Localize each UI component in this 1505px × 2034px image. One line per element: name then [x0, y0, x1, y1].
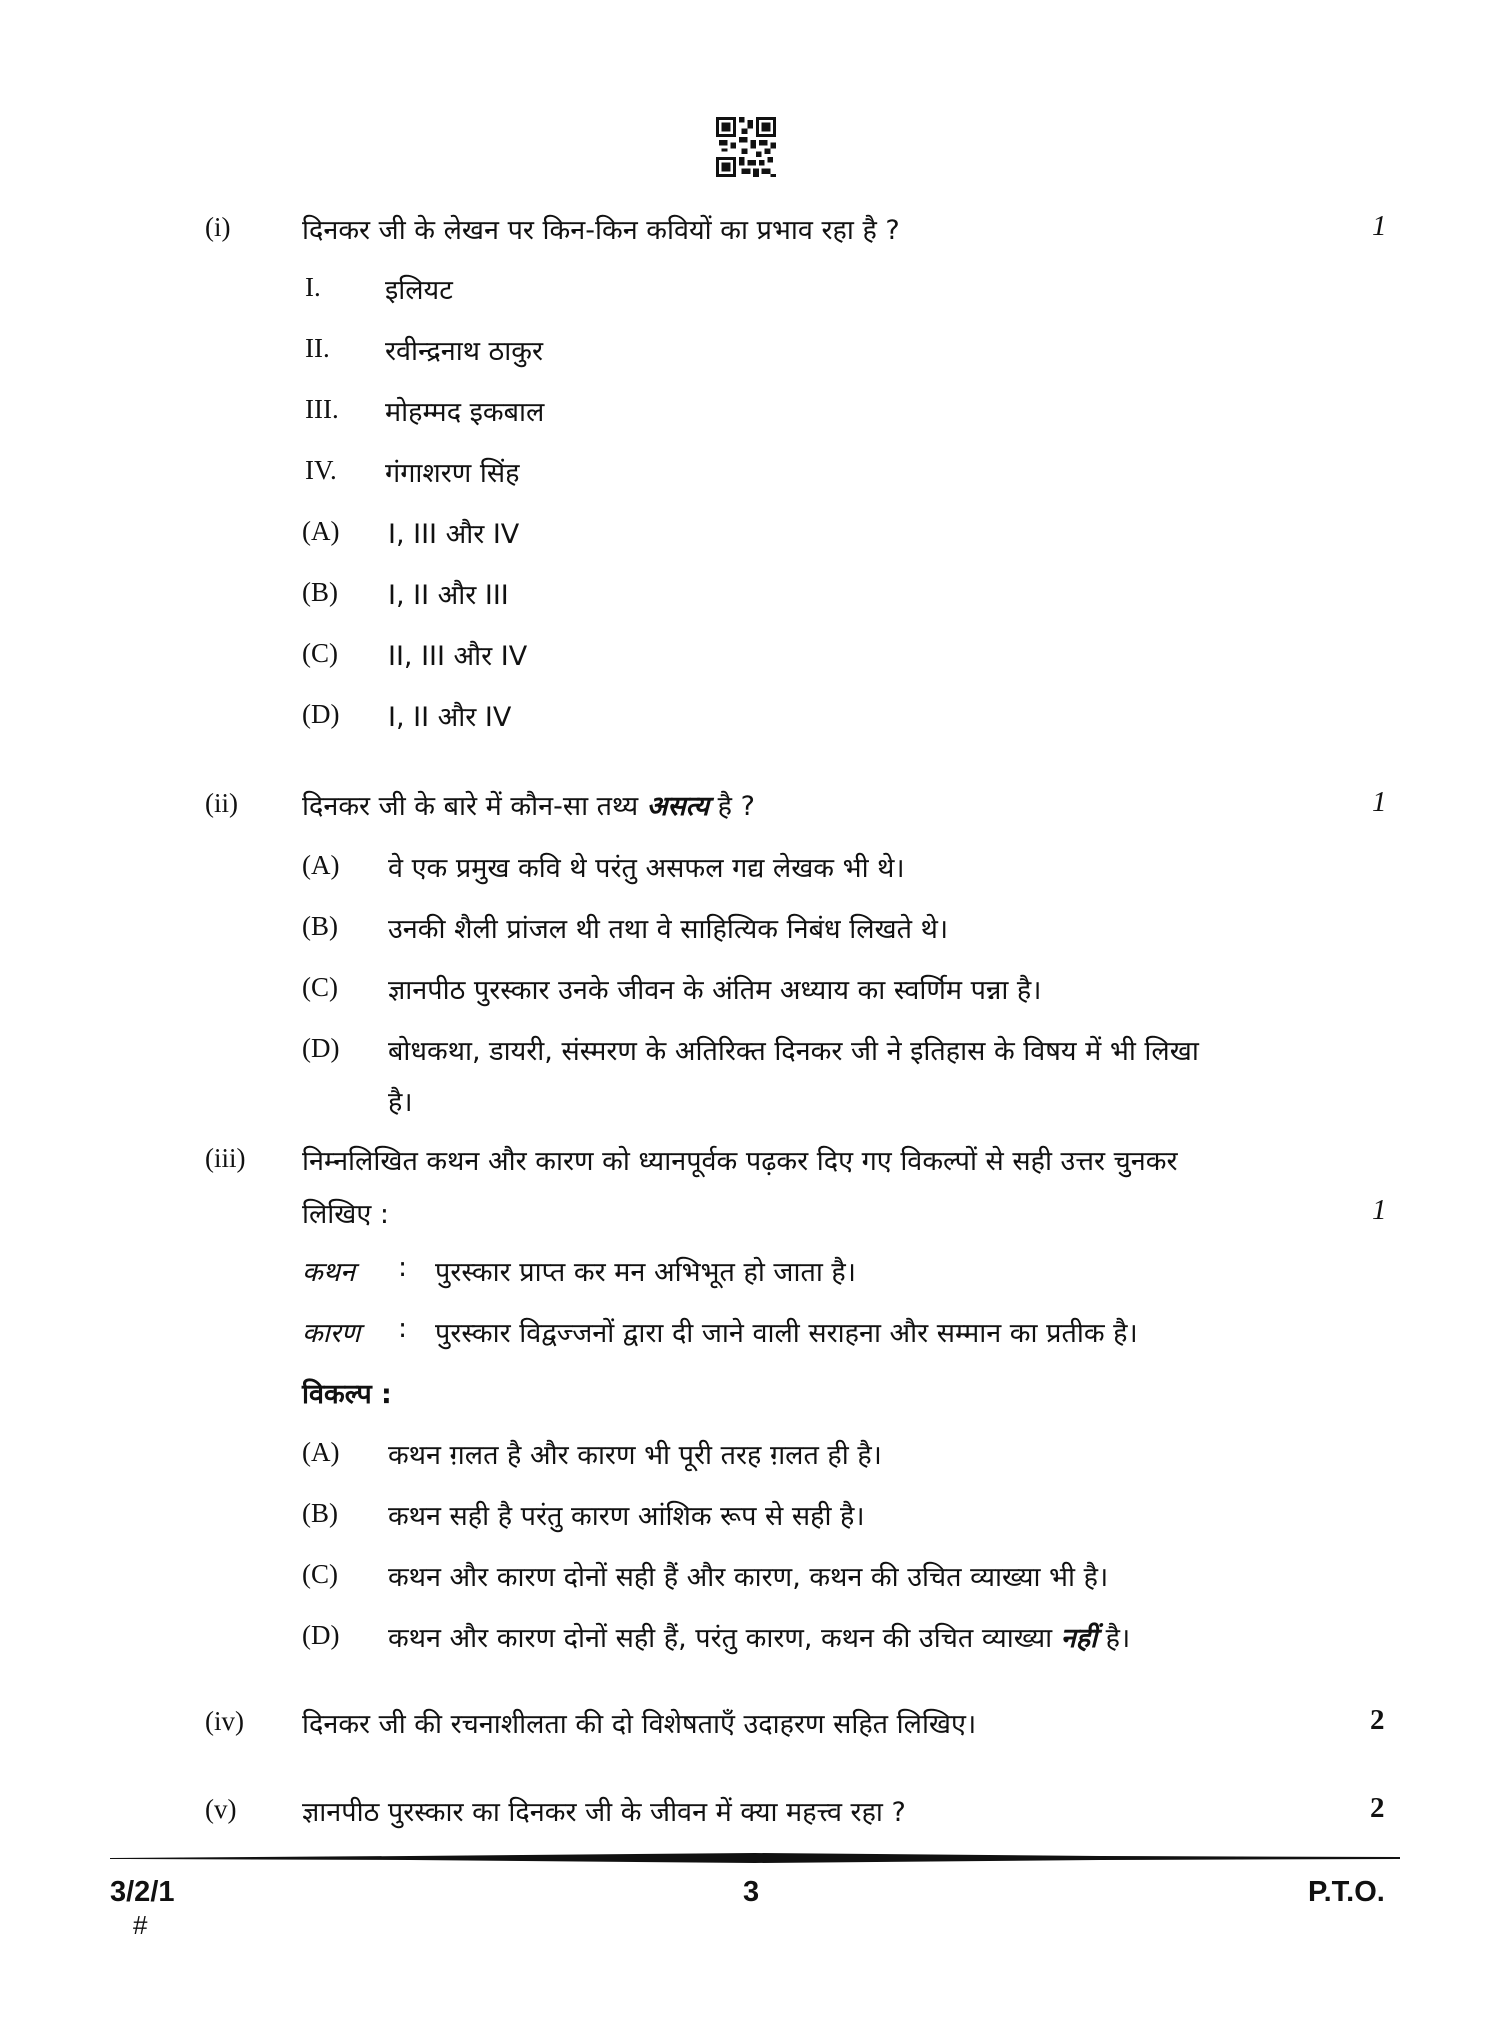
- emphasis-word: असत्य: [646, 791, 710, 822]
- option-text[interactable]: वे एक प्रमुख कवि थे परंतु असफल गद्य लेखक भी थे।: [388, 853, 905, 884]
- pto-label: P.T.O.: [1308, 1876, 1385, 1908]
- option-label: (A): [302, 516, 340, 546]
- hash-mark: #: [133, 1910, 148, 1940]
- reason-label: कारण: [302, 1318, 361, 1349]
- option-text[interactable]: I, II और IV: [388, 702, 512, 733]
- option-label: (D): [302, 1620, 340, 1650]
- question-text: ज्ञानपीठ पुरस्कार का दिनकर जी के जीवन में क्या महत्त्व रहा ?: [302, 1797, 906, 1828]
- item-text: रवीन्द्रनाथ ठाकुर: [385, 336, 544, 367]
- question-number: (ii): [205, 788, 238, 818]
- option-text[interactable]: कथन ग़लत है और कारण भी पूरी तरह ग़लत ही है।: [388, 1440, 882, 1471]
- colon: :: [398, 1313, 408, 1344]
- marks: 1: [1372, 210, 1387, 242]
- assertion-text: पुरस्कार प्राप्त कर मन अभिभूत हो जाता है।: [435, 1257, 856, 1288]
- assertion-label: कथन: [302, 1257, 355, 1288]
- question-number: (i): [205, 212, 231, 242]
- question-text: दिनकर जी की रचनाशीलता की दो विशेषताएँ उदाहरण सहित लिखिए।: [302, 1709, 977, 1740]
- marks: 2: [1370, 1792, 1385, 1824]
- question-number: (v): [205, 1794, 237, 1824]
- option-label: (B): [302, 577, 338, 607]
- option-label: (D): [302, 699, 340, 729]
- marks: 1: [1372, 786, 1387, 818]
- option-label: (B): [302, 911, 338, 941]
- item-number: III.: [305, 394, 339, 424]
- colon: :: [398, 1252, 408, 1283]
- item-text: इलियट: [385, 275, 453, 306]
- option-text[interactable]: कथन और कारण दोनों सही हैं, परंतु कारण, कथन की उचित व्याख्या नहीं है।: [388, 1623, 1131, 1654]
- option-label: (B): [302, 1498, 338, 1528]
- option-text[interactable]: I, III और IV: [388, 519, 520, 550]
- option-text[interactable]: कथन सही है परंतु कारण आंशिक रूप से सही है।: [388, 1501, 865, 1532]
- item-text: गंगाशरण सिंह: [385, 458, 520, 489]
- option-label: (C): [302, 972, 338, 1002]
- marks: 2: [1370, 1704, 1385, 1736]
- question-text: निम्नलिखित कथन और कारण को ध्यानपूर्वक पढ़कर दिए गए विकल्पों से सही उत्तर चुनकर: [302, 1146, 1178, 1177]
- question-text: दिनकर जी के लेखन पर किन-किन कवियों का प्रभाव रहा है ?: [302, 215, 900, 246]
- option-text[interactable]: उनकी शैली प्रांजल थी तथा वे साहित्यिक निबंध लिखते थे।: [388, 914, 949, 945]
- option-text[interactable]: ज्ञानपीठ पुरस्कार उनके जीवन के अंतिम अध्याय का स्वर्णिम पन्ना है।: [388, 975, 1042, 1006]
- option-label: (D): [302, 1033, 340, 1063]
- question-text-line2: लिखिए :: [302, 1199, 389, 1230]
- item-text: मोहम्मद इकबाल: [385, 397, 545, 428]
- marks: 1: [1372, 1194, 1387, 1226]
- option-label: (C): [302, 638, 338, 668]
- option-label: (A): [302, 1437, 340, 1467]
- options-heading: विकल्प :: [302, 1379, 392, 1410]
- option-text[interactable]: II, III और IV: [388, 641, 528, 672]
- option-label: (A): [302, 850, 340, 880]
- question-number: (iii): [205, 1143, 246, 1173]
- item-number: I.: [305, 272, 321, 302]
- reason-text: पुरस्कार विद्वज्जनों द्वारा दी जाने वाली सराहना और सम्मान का प्रतीक है।: [435, 1318, 1138, 1349]
- emphasis-word: नहीं: [1060, 1623, 1098, 1654]
- option-text[interactable]: बोधकथा, डायरी, संस्मरण के अतिरिक्त दिनकर जी ने इतिहास के विषय में भी लिखा: [388, 1036, 1199, 1067]
- item-number: II.: [305, 333, 330, 363]
- item-number: IV.: [305, 455, 337, 485]
- page-number: 3: [743, 1876, 760, 1908]
- qr-code-icon: [716, 117, 776, 177]
- option-text[interactable]: कथन और कारण दोनों सही हैं और कारण, कथन की उचित व्याख्या भी है।: [388, 1562, 1109, 1593]
- paper-code: 3/2/1: [110, 1876, 175, 1908]
- question-text: दिनकर जी के बारे में कौन-सा तथ्य असत्य है ?: [302, 791, 755, 822]
- option-text-wrap: है।: [388, 1087, 413, 1118]
- footer-divider: [110, 1853, 1400, 1863]
- option-label: (C): [302, 1559, 338, 1589]
- option-text[interactable]: I, II और III: [388, 580, 509, 611]
- question-number: (iv): [205, 1706, 244, 1736]
